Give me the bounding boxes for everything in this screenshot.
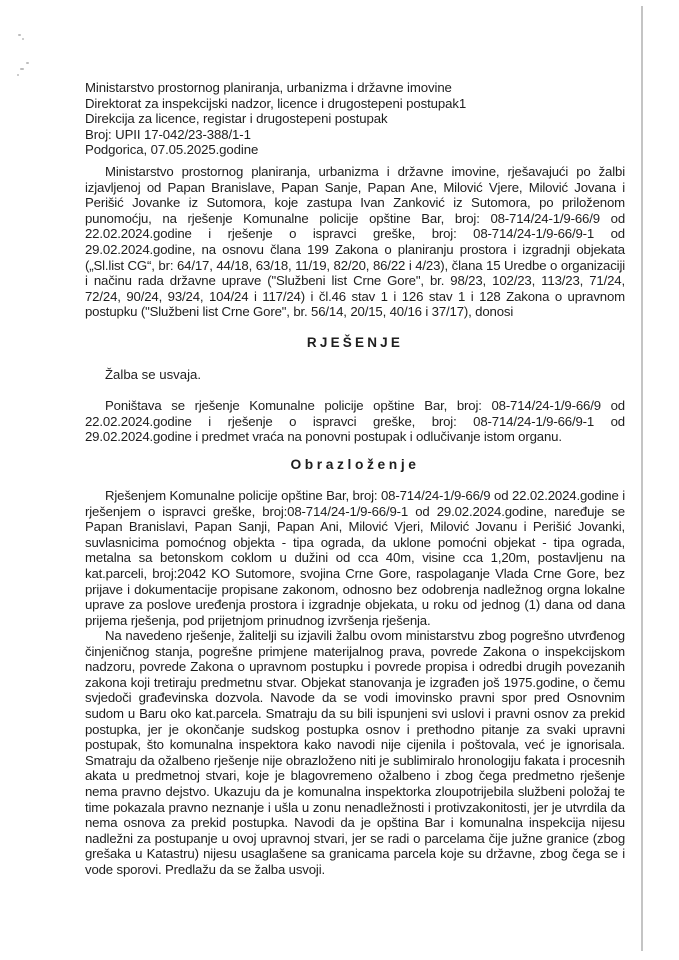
directorate-unit: Direkcija za licence, registar i drugostepeni postupak: [85, 111, 388, 127]
scan-artifact: [14, 30, 38, 80]
directorate-name: Direktorat za inspekcijski nadzor, licence i drugostepeni postupak1: [85, 95, 467, 111]
reasoning-paragraph-1: Rješenjem Komunalne policije opštine Bar, broj: 08-714/24-1/9-66/9 od 22.02.2024.godine i rješenjem o ispravci greške, broj:08-714/24-1/9-66/9-1 od 29.02.2024.godine, naređuje se Papan Branislavi, Papan Sanji, Papan Ani, Milović Vjeri, Milović Jovanu i Perišić Jovanki, suvlasnicima pomoćnog objekta - tipa ograda, da uklone pomoćni objekat - tipa ograda, metalna sa betonskom coklom u dužini od cca 40m, visine cca 1,20m, postavljenu na kat.parceli, broj:2042 KO Sutomore, svojina Crne Gore, raspolaganje Vlada Crne Gore, bez prijave i dokumentacije propisane zakonom, odnosno bez odobrenja nadležnog orgna lokalne uprave za poslove uređenja prostora i izgradnje objekata, u roku od jednog (1) dana od dana prijema rješenja, pod prijetnjom prinudnog izvršenja rješenja.: [85, 488, 625, 628]
reasoning-title: Obrazloženje: [290, 457, 420, 472]
decision-title: RJEŠENJE: [306, 335, 404, 350]
annulment-paragraph: Poništava se rješenje Komunalne policije opštine Bar, broj: 08-714/24-1/9-66/9 od 22.02.2024.godine i rješenje o ispravci greške, broj: 08-714/24-1/9-66/9-1 od 29.02.2024.godine i predmet vraća na ponovni postupak i odlučivanje istom organu.: [85, 398, 625, 445]
ministry-name: Ministarstvo prostornog planiranja, urbanizma i državne imovine: [85, 80, 452, 95]
document-header: [85, 80, 625, 158]
page-edge-line: [641, 6, 643, 951]
place-date: Podgorica, 07.05.2025.godine: [85, 142, 259, 158]
document-number: Broj: UPII 17-042/23-388/1-1: [85, 126, 251, 142]
preamble-paragraph: Ministarstvo prostornog planiranja, urbanizma i državne imovine, rješavajući po žalbi izjavljenoj od Papan Branislave, Papan Sanje, Papan Ane, Milović Vjere, Milović Jovana i Perišić Jovanke iz Sutomora, koje zastupa Ivan Zanković iz Sutomora, po priloženom punomoćju, na rješenje Komunalne policije opštine Bar, broj: 08-714/24-1/9-66/9 od 22.02.2024.godine i rješenje o ispravci greške, broj: 08-714/24-1/9-66/9-1 od 29.02.2024.godine, na osnovu člana 199 Zakona o planiranju prostora i izgradnji objekata („Sl.list CG“, br: 64/17, 44/18, 63/18, 11/19, 82/20, 86/22 i 4/23), člana 15 Uredbe o organizaciji i načinu rada državne uprave ("Službeni list Crne Gore", br. 98/23, 102/23, 113/23, 71/24, 72/24, 90/24, 93/24, 104/24 i 117/24) i čl.46 stav 1 i 126 stav 1 i 128 Zakona o upravnom postupku ("Službeni list Crne Gore", br. 56/14, 20/15, 40/16 i 37/17), donosi: [85, 164, 625, 320]
reasoning-paragraph-2: Na navedeno rješenje, žalitelji su izjavili žalbu ovom ministarstvu zbog pogrešno utvrđenog činjeničnog stanja, pogrešne primjene materijalnog prava, povrede Zakona o inspekcijskom nadzoru, povrede Zakona o upravnom postupku i povrede propisa i odredbi drugih povezanih zakona koji tretiraju predmetnu stvar. Objekat stanovanja je izgrađen još 1975.godine, o čemu svjedoči građevinska dozvola. Navode da se vodi imovinsko pravni spor pred Osnovnim sudom u Baru oko kat.parcela. Smatraju da su bili ispunjeni svi uslovi i pravni osnov za prekid postupka, jer je okončanje sudskog postupka osnov i prethodno pitanje za svaki upravni postupak, što komunalna inspektora kako navodi nije cijenila i poštovala, već je ignorisala. Smatraju da ožalbeno rješenje nije obrazloženo niti je sublimiralo hronologiju fakata i procesnih akata u predmetnoj stvari, koje je blagovremeno ožalbeno i zbog čega predmetno rješenje nema pravno dejstvo. Ukazuju da je komunalna inspektorka zloupotrijebila službeni položaj te time pokazala pravno neznanje i ušla u zonu nenadležnosti i protivzakonitosti, jer je utvrdila da nema osnova za prekid postupka. Navodi da je opština Bar i komunalna inspekcija nijesu nadležni za postupanje u ovoj upravnoj stvari, jer se radi o parcelama čije južne granice (zbog grešaka u Katastru) nijesu usaglašene sa granicama parcela koje su državne, zbog čega se i vode sporovi. Predlažu da se žalba usvoji.: [85, 628, 625, 877]
appeal-upheld-text: Žalba se usvaja.: [105, 367, 202, 382]
